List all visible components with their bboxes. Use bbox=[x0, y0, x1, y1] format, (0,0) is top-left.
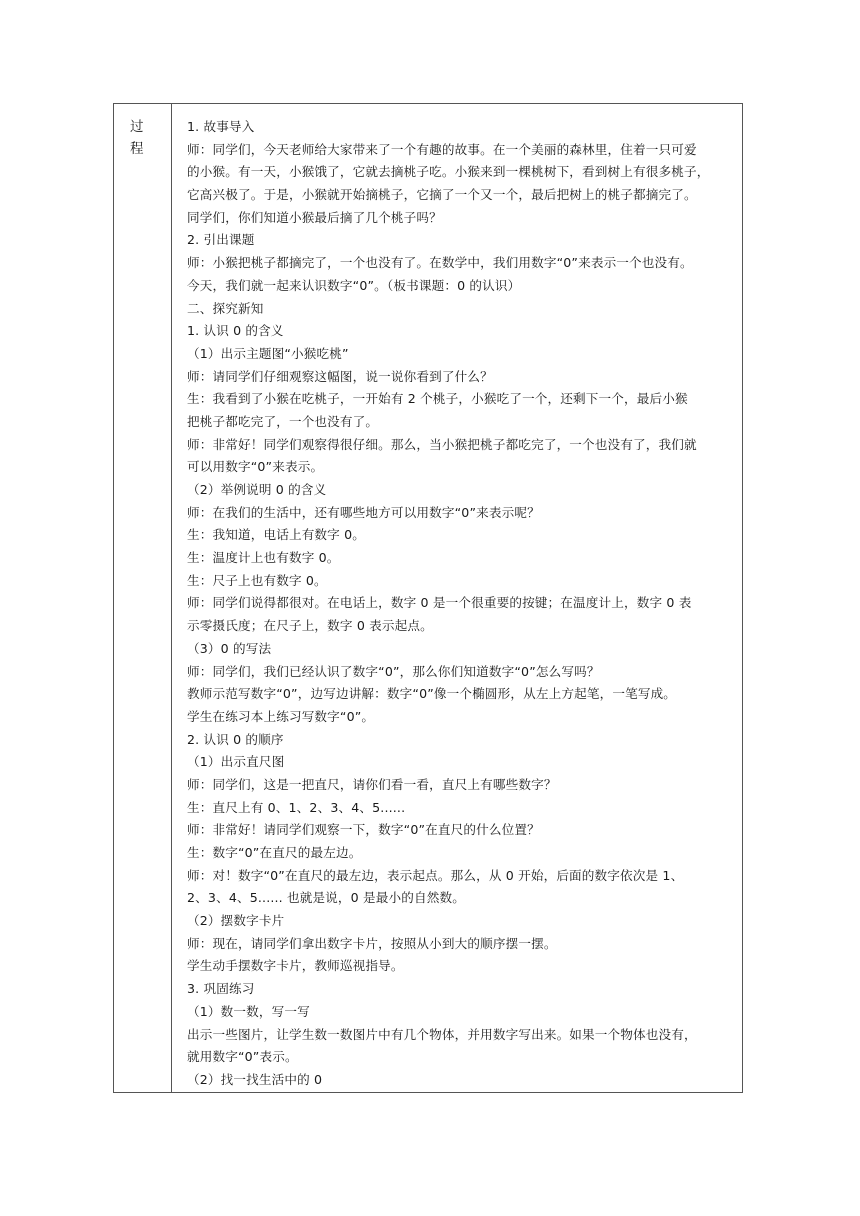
row-label-char: 程 bbox=[130, 141, 144, 157]
lesson-content-cell bbox=[187, 116, 735, 1092]
content-line: 它高兴极了。于是，小猴就开始摘桃子，它摘了一个又一个，最后把树上的桃子都摘完了。 bbox=[187, 187, 697, 203]
content-line: 师：同学们，这是一把直尺，请你们看一看，直尺上有哪些数字？ bbox=[187, 776, 557, 792]
content-line: 师：同学们，我们已经认识了数字“0”，那么你们知道数字“0”怎么写吗？ bbox=[187, 663, 600, 679]
content-line: 可以用数字“0”来表示。 bbox=[187, 459, 324, 475]
content-line: 师：非常好！同学们观察得很仔细。那么，当小猴把桃子都吃完了，一个也没有了，我们就 bbox=[187, 436, 697, 452]
content-line: 今天，我们就一起来认识数字“0”。（板书课题：0 的认识） bbox=[187, 277, 521, 293]
content-line: 的小猴。有一天，小猴饿了，它就去摘桃子吃。小猴来到一棵桃树下，看到树上有很多桃子， bbox=[187, 164, 710, 180]
column-divider bbox=[171, 104, 172, 1092]
content-line: 学生动手摆数字卡片，教师巡视指导。 bbox=[187, 958, 404, 974]
content-line: 生：尺子上也有数字 0。 bbox=[187, 572, 327, 588]
content-line: 2、3、4、5...... 也就是说，0 是最小的自然数。 bbox=[187, 890, 465, 906]
content-line: 师：小猴把桃子都摘完了，一个也没有了。在数学中，我们用数字“0”来表示一个也没有。 bbox=[187, 255, 693, 271]
content-line: 同学们，你们知道小猴最后摘了几个桃子吗？ bbox=[187, 209, 442, 225]
content-line: （1）数一数，写一写 bbox=[187, 1003, 310, 1019]
content-line: 就用数字“0”表示。 bbox=[187, 1049, 298, 1065]
content-line: 1. 故事导入 bbox=[187, 119, 255, 134]
content-line: （2）找一找生活中的 0 bbox=[187, 1071, 323, 1087]
content-line: （1）出示直尺图 bbox=[187, 754, 285, 770]
content-line: 生：直尺上有 0、1、2、3、4、5...... bbox=[187, 799, 406, 815]
content-line: 师：同学们，今天老师给大家带来了一个有趣的故事。在一个美丽的森林里，住着一只可爱 bbox=[187, 141, 697, 157]
content-line: 生：我看到了小猴在吃桃子，一开始有 2 个桃子，小猴吃了一个，还剩下一个，最后小猴 bbox=[187, 391, 688, 407]
content-line: （1）出示主题图“小猴吃桃” bbox=[187, 345, 349, 361]
content-line: 师：非常好！请同学们观察一下，数字“0”在直尺的什么位置？ bbox=[187, 822, 540, 838]
content-line: 3. 巩固练习 bbox=[187, 981, 255, 997]
content-line: 生：温度计上也有数字 0。 bbox=[187, 550, 340, 566]
content-line: 生：我知道，电话上有数字 0。 bbox=[187, 527, 365, 543]
content-line: 二、探究新知 bbox=[187, 300, 264, 316]
content-line: 2. 引出课题 bbox=[187, 232, 255, 248]
content-line: 1. 认识 0 的含义 bbox=[187, 323, 284, 339]
content-line: 2. 认识 0 的顺序 bbox=[187, 731, 284, 747]
content-line: （2）举例说明 0 的含义 bbox=[187, 482, 327, 497]
content-line: 师：同学们说得都很对。在电话上，数字 0 是一个很重要的按键；在温度计上，数字 0 表 bbox=[187, 595, 692, 611]
content-line: 师：在我们的生活中，还有哪些地方可以用数字“0”来表示呢？ bbox=[187, 504, 540, 520]
content-line: 生：数字“0”在直尺的最左边。 bbox=[187, 845, 362, 860]
content-line: 教师示范写数字“0”，边写边讲解：数字“0”像一个椭圆形，从左上方起笔，一笔写成。 bbox=[187, 686, 677, 702]
content-line: 学生在练习本上练习写数字“0”。 bbox=[187, 708, 375, 724]
row-label-char: 过 bbox=[130, 119, 144, 135]
content-line: 出示一些图片，让学生数一数图片中有几个物体，并用数字写出来。如果一个物体也没有， bbox=[187, 1026, 697, 1042]
content-line: 师：请同学们仔细观察这幅图，说一说你看到了什么？ bbox=[187, 368, 493, 384]
content-line: 示零摄氏度；在尺子上，数字 0 表示起点。 bbox=[187, 618, 433, 634]
row-label-cell bbox=[114, 104, 171, 1092]
content-line: 师：现在，请同学们拿出数字卡片，按照从小到大的顺序摆一摆。 bbox=[187, 935, 557, 951]
content-line: 把桃子都吃完了，一个也没有了。 bbox=[187, 413, 379, 429]
content-line: 师：对！数字“0”在直尺的最左边，表示起点。那么，从 0 开始，后面的数字依次是 1、 bbox=[187, 867, 684, 883]
lesson-table bbox=[113, 103, 743, 1093]
content-line: （3）0 的写法 bbox=[187, 640, 272, 656]
content-line: （2）摆数字卡片 bbox=[187, 913, 285, 929]
